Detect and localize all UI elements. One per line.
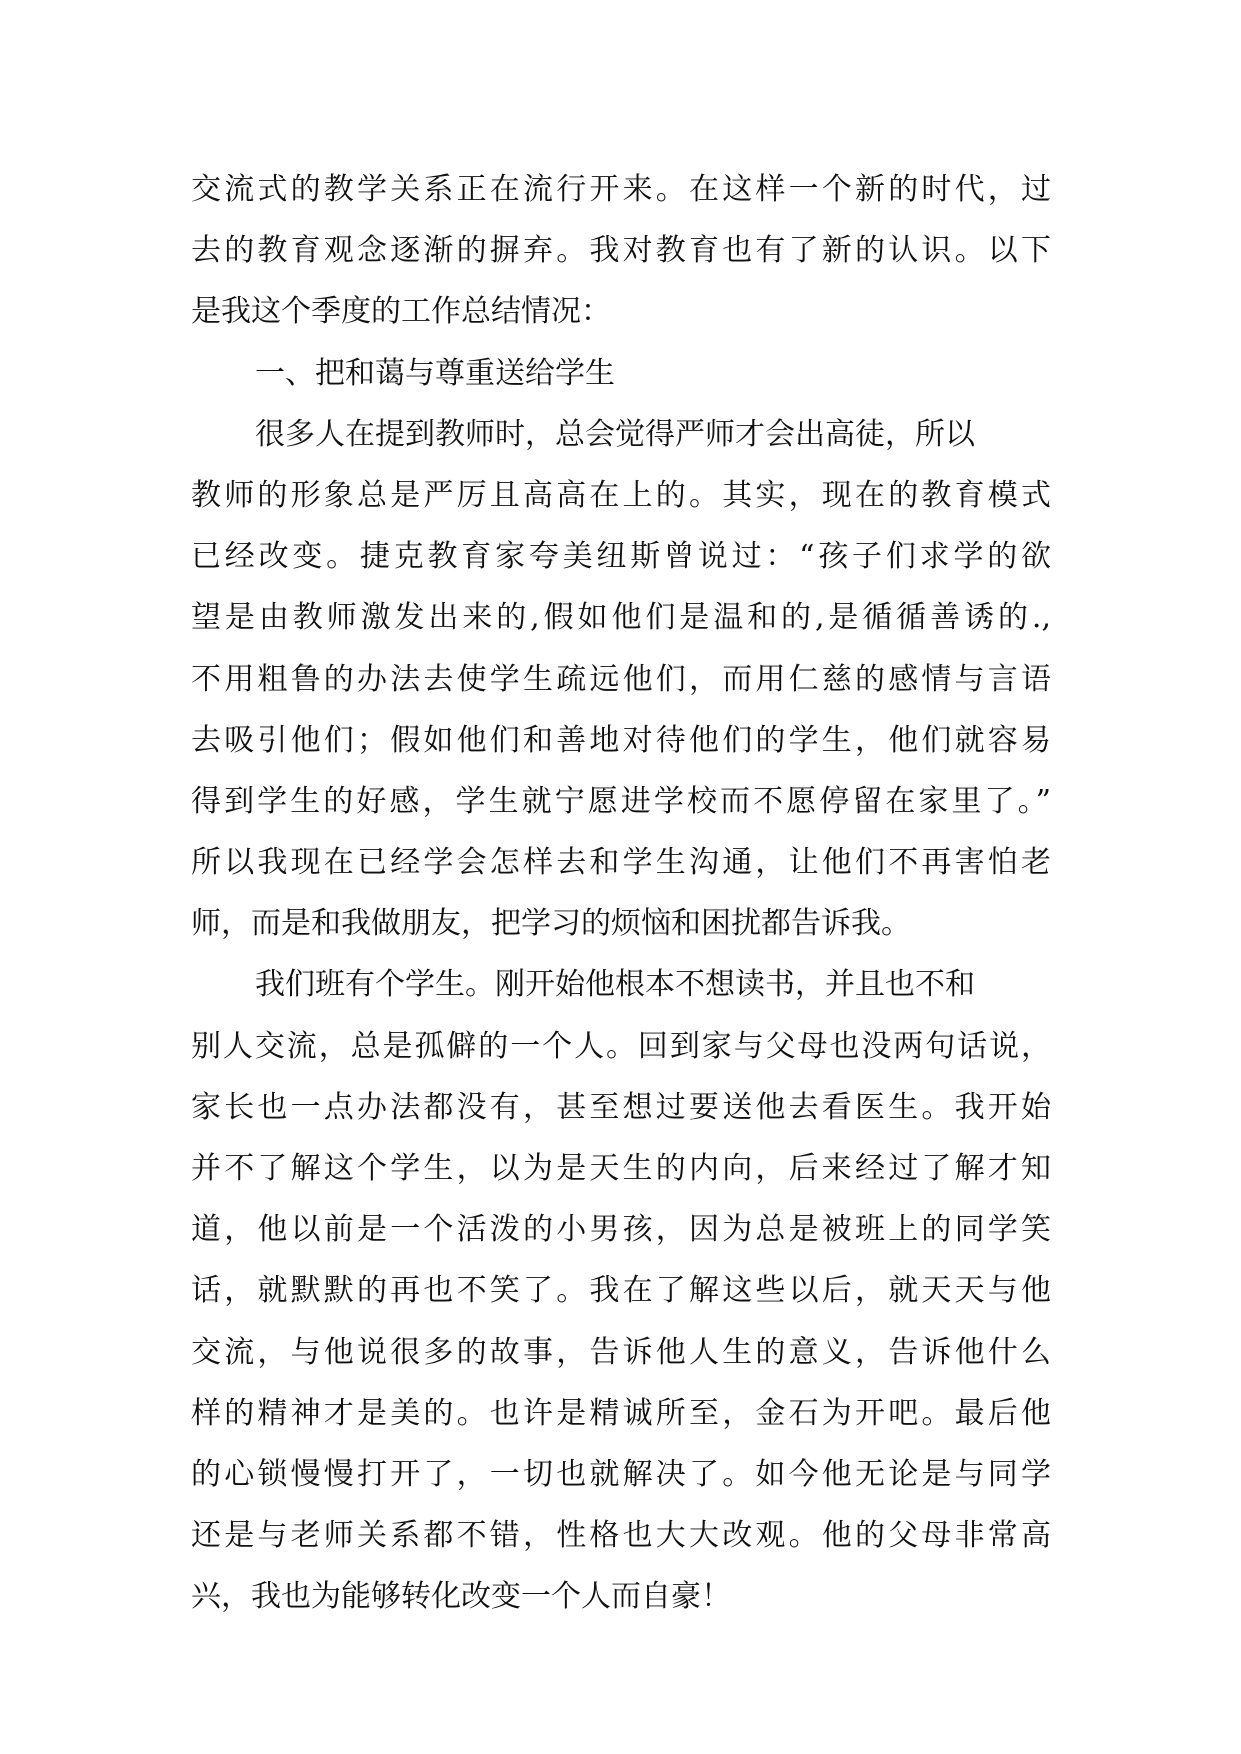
text-line-2: 去的教育观念逐渐的摒弃。我对教育也有了新的认识。以下 <box>191 233 1051 269</box>
paragraph-1-line-4: 望是由教师激发出来的,假如他们是温和的,是循循善诱的., <box>191 600 1051 636</box>
paragraph-1-line-7: 得到学生的好感，学生就宁愿进学校而不愿停留在家里了。” <box>191 783 1051 819</box>
paragraph-1-line-1: 很多人在提到教师时，总会觉得严师才会出高徒，所以 <box>255 416 975 452</box>
paragraph-2-line-3: 家长也一点办法都没有，甚至想过要送他去看医生。我开始 <box>191 1089 1051 1125</box>
paragraph-1-line-5: 不用粗鲁的办法去使学生疏远他们，而用仁慈的感情与言语 <box>191 661 1051 697</box>
paragraph-2-line-10: 还是与老师关系都不错，性格也大大改观。他的父母非常高 <box>191 1518 1051 1554</box>
paragraph-2-line-11: 兴，我也为能够转化改变一个人而自豪！ <box>191 1579 731 1615</box>
paragraph-2-line-6: 话，就默默的再也不笑了。我在了解这些以后，就天天与他 <box>191 1273 1051 1309</box>
paragraph-1-line-9: 师，而是和我做朋友，把学习的烦恼和困扰都告诉我。 <box>191 906 911 942</box>
paragraph-2-line-4: 并不了解这个学生，以为是天生的内向，后来经过了解才知 <box>191 1151 1051 1186</box>
section-heading: 一、把和蔼与尊重送给学生 <box>255 355 615 391</box>
paragraph-2-line-9: 的心锁慢慢打开了，一切也就解决了。如今他无论是与同学 <box>191 1456 1051 1492</box>
paragraph-1-line-3: 已经改变。捷克教育家夸美纽斯曾说过：“孩子们求学的欲 <box>191 539 1051 575</box>
paragraph-1-line-2: 教师的形象总是严厉且高高在上的。其实，现在的教育模式 <box>191 477 1051 513</box>
paragraph-2-line-8: 样的精神才是美的。也许是精诚所至，金石为开吧。最后他 <box>191 1395 1051 1431</box>
paragraph-2-line-5: 道，他以前是一个活泼的小男孩，因为总是被班上的同学笑 <box>191 1212 1051 1248</box>
document-body <box>191 159 1051 1628</box>
paragraph-1-line-8: 所以我现在已经学会怎样去和学生沟通，让他们不再害怕老 <box>191 845 1051 881</box>
paragraph-2-line-2: 别人交流，总是孤僻的一个人。回到家与父母也没两句话说， <box>191 1028 1051 1064</box>
text-line-1: 交流式的教学关系正在流行开来。在这样一个新的时代，过 <box>191 172 1051 207</box>
paragraph-2-line-1: 我们班有个学生。刚开始他根本不想读书，并且也不和 <box>255 967 975 1003</box>
text-line-3: 是我这个季度的工作总结情况： <box>191 294 611 330</box>
paragraph-1-line-6: 去吸引他们；假如他们和善地对待他们的学生，他们就容易 <box>191 722 1051 758</box>
paragraph-2-line-7: 交流，与他说很多的故事，告诉他人生的意义，告诉他什么 <box>191 1334 1051 1370</box>
